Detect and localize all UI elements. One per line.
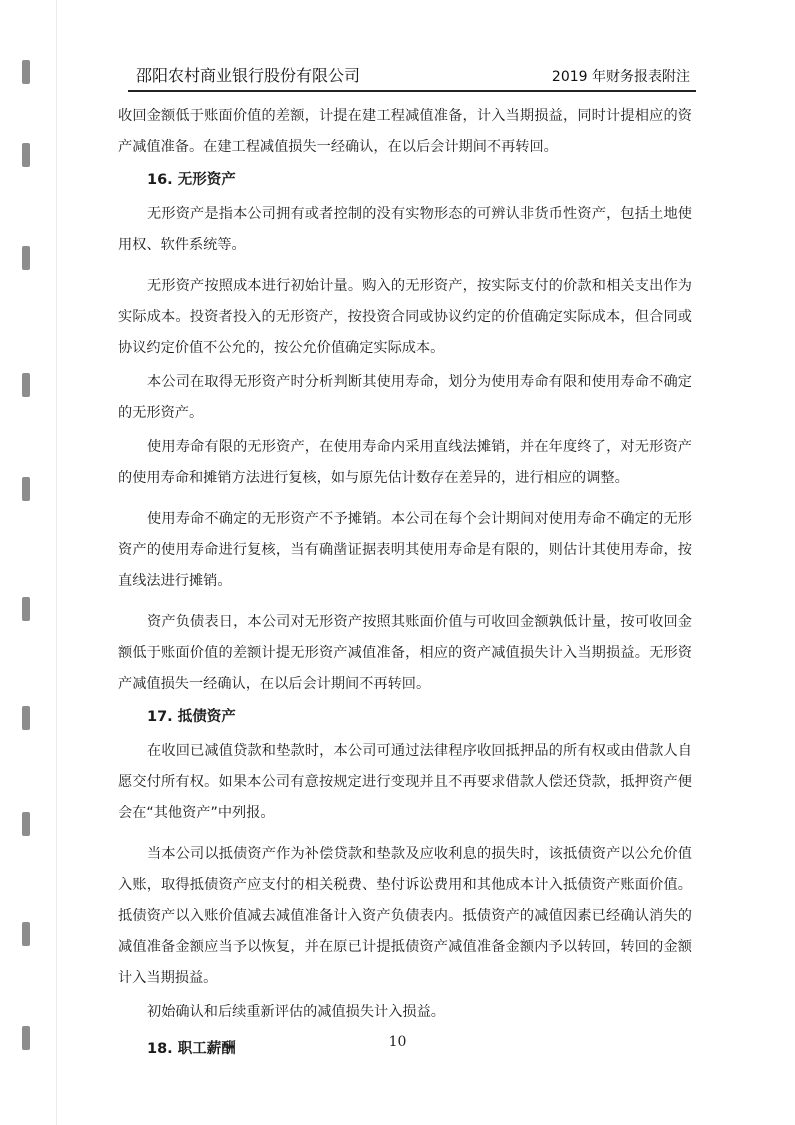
paragraph: 无形资产按照成本进行初始计量。购入的无形资产，按实际支付的价款和相关支出作为实际成本。投资者投入的无形资产，按投资合同或协议约定的价值确定实际成本，但合同或协议约定价值不公允的，按公允价值确定实际成本。 xyxy=(118,278,692,356)
page-header xyxy=(128,66,696,92)
page-content xyxy=(118,101,692,1068)
binding-hole xyxy=(22,706,30,730)
binding-hole xyxy=(22,812,30,836)
paragraph: 无形资产是指本公司拥有或者控制的没有实物形态的可辨认非货币性资产，包括土地使用权、软件系统等。 xyxy=(118,206,692,253)
paragraph: 使用寿命不确定的无形资产不予摊销。本公司在每个会计期间对使用寿命不确定的无形资产的使用寿命进行复核，当有确凿证据表明其使用寿命是有限的，则估计其使用寿命，按直线法进行摊销。 xyxy=(118,511,692,589)
paragraph: 使用寿命有限的无形资产，在使用寿命内采用直线法摊销，并在年度终了，对无形资产的使用寿命和摊销方法进行复核，如与原先估计数存在差异的，进行相应的调整。 xyxy=(118,439,692,486)
binding-hole xyxy=(22,143,30,167)
paragraph: 当本公司以抵债资产作为补偿贷款和垫款及应收利息的损失时，该抵债资产以公允价值入账，取得抵债资产应支付的相关税费、垫付诉讼费用和其他成本计入抵债资产账面价值。抵债资产以入账价值减去减值准备计入资产负债表内。抵债资产的减值因素已经确认消失的减值准备金额应当予以恢复，并在原已计提抵债资产减值准备金额内予以转回，转回的金额计入当期损益。 xyxy=(118,846,692,986)
binding-hole xyxy=(22,246,30,270)
company-name: 邵阳农村商业银行股份有限公司 xyxy=(136,66,361,85)
page-edge xyxy=(56,0,57,1125)
binding-hole xyxy=(22,597,30,621)
page-number: 10 xyxy=(388,1034,407,1050)
binding-hole xyxy=(22,922,30,946)
binding-hole xyxy=(22,477,30,501)
paragraph: 初始确认和后续重新评估的减值损失计入损益。 xyxy=(147,1004,445,1020)
section-heading-16: 16. 无形资产 xyxy=(147,172,236,188)
paragraph: 在收回已减值贷款和垫款时，本公司可通过法律程序收回抵押品的所有权或由借款人自愿交付所有权。如果本公司有意按规定进行变现并且不再要求借款人偿还贷款，抵押资产便会在“其他资产”中列报。 xyxy=(118,743,692,821)
paragraph: 本公司在取得无形资产时分析判断其使用寿命，划分为使用寿命有限和使用寿命不确定的无形资产。 xyxy=(118,374,692,421)
report-title: 2019 年财务报表附注 xyxy=(551,69,690,85)
section-heading-17: 17. 抵债资产 xyxy=(147,709,236,725)
binding-hole xyxy=(22,373,30,397)
paragraph: 收回金额低于账面价值的差额，计提在建工程减值准备，计入当期损益，同时计提相应的资产减值准备。在建工程减值损失一经确认，在以后会计期间不再转回。 xyxy=(118,108,692,155)
binding-hole xyxy=(22,60,30,84)
paragraph: 资产负债表日，本公司对无形资产按照其账面价值与可收回金额孰低计量，按可收回金额低于账面价值的差额计提无形资产减值准备，相应的资产减值损失计入当期损益。无形资产减值损失一经确认，在以后会计期间不再转回。 xyxy=(118,614,692,692)
section-heading-18: 18. 职工薪酬 xyxy=(147,1041,236,1057)
binding-margin xyxy=(0,0,60,1125)
